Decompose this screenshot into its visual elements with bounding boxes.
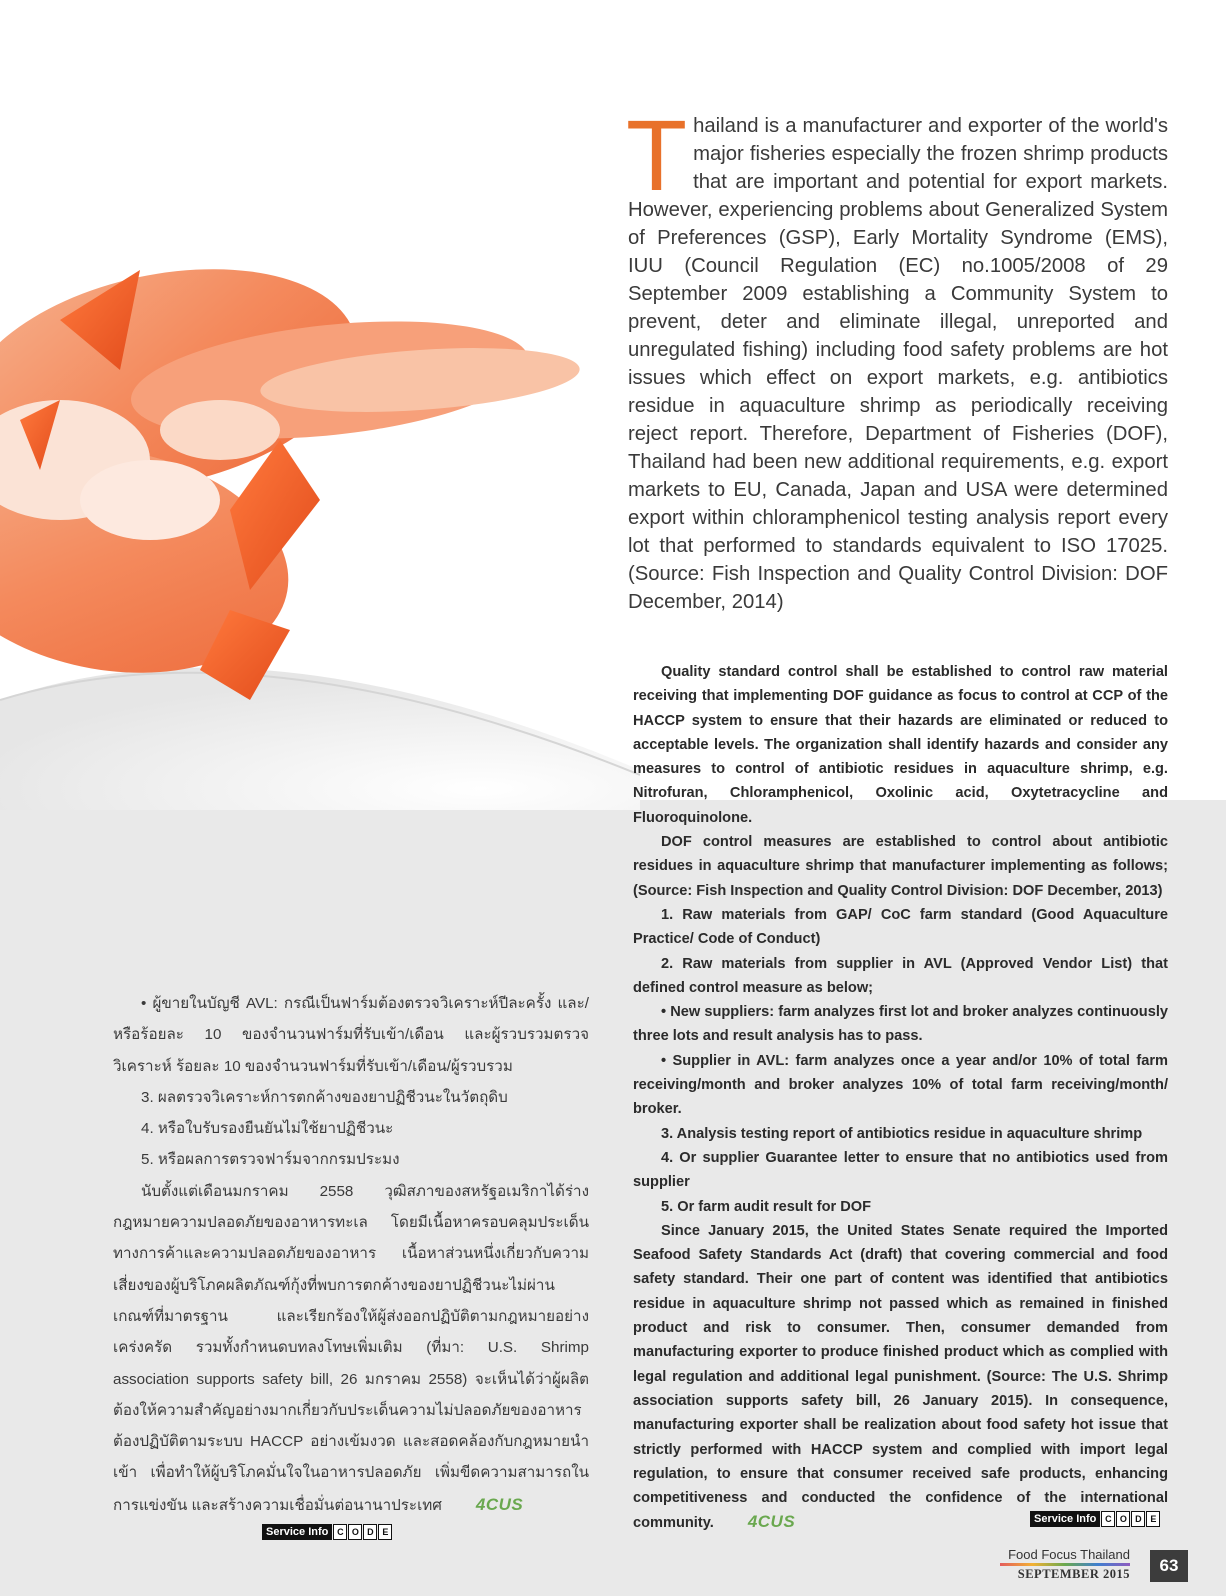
issue-date: SEPTEMBER 2015 [1017,1567,1130,1581]
list-item: 5. Or farm audit result for DOF [661,1198,872,1215]
4cus-logo: 4CUS [747,1512,796,1532]
rainbow-rule [1000,1563,1130,1566]
list-item: 4. Or supplier Guarantee letter to ensure that no antibiotics used from supplier [633,1149,1168,1191]
4cus-logo: 4CUS [475,1494,524,1514]
left-column-thai [113,988,589,1521]
code-box: O [1116,1511,1130,1527]
right-column [633,660,1168,1536]
service-info-right [1030,1511,1160,1527]
service-info-label: Service Info [1030,1511,1100,1527]
code-box: O [348,1524,362,1540]
shrimp-photo [0,230,640,810]
intro-text: hailand is a manufacturer and exporter of the world's major fisheries especially the frozen shrimp products that are important and potential for export markets. However, experiencing problems about Generalized System of Preferences (GSP), Early Mortality Syndrome (EMS), IUU (Council Regulation (EC) no.1005/2008 of 29 September 2009 establishing a Community System to prevent, deter and eliminate illegal, unreported and unregulated fishing) including food safety problems are hot issues which effect on export markets, e.g. antibiotics residue in aquaculture shrimp as periodically receiving reject report. Therefore, Department of Fisheries (DOF), Thailand had been new additional requirements, e.g. export markets to EU, Canada, Japan and USA were determined export within chloramphenicol testing analysis report every lot that performed to standards equivalent to ISO 17025. (Source: Fish Inspection and Quality Control Division: DOF December, 2014) [628,115,1168,613]
body-paragraph: DOF control measures are established to control about antibiotic residues in aquaculture shrimp that manufacturer implementing as follows; (Source: Fish Inspection and Quality Control Division: DOF December, 2013) [633,834,1168,899]
thai-list-item: 3. ผลตรวจวิเคราะห์การตกค้างของยาปฏิชีวนะในวัตถุดิบ [141,1088,508,1106]
thai-list-item: 4. หรือใบรับรองยืนยันไม่ใช้ยาปฏิชีวนะ [141,1120,394,1138]
magazine-name: Food Focus Thailand [1008,1547,1130,1562]
thai-bullet: • ผู้ขายในบัญชี AVL: กรณีเป็นฟาร์มต้องตรวจวิเคราะห์ปีละครั้ง และ/หรือร้อยละ 10 ของจำนวนฟาร์มที่รับเข้า/เดือน และผู้รวบรวมตรวจวิเคราะห์ ร้อยละ 10 ของจำนวนฟาร์มที่รับเข้า/เดือน/ผู้รวบรวม [113,995,589,1075]
thai-closing-text: นับตั้งแต่เดือนมกราคม 2558 วุฒิสภาของสหรัฐอเมริกาได้ร่างกฎหมายความปลอดภัยของอาหารทะเล โดยมีเนื้อหาครอบคลุมประเด็นทางการค้าและความปลอดภัยของอาหาร เนื้อหาส่วนหนึ่งเกี่ยวกับความเสี่ยงของผู้บริโภคผลิตภัณฑ์กุ้งที่พบการตกค้างของยาปฏิชีวนะไม่ผ่านเกณฑ์ที่มาตรฐาน และเรียกร้องให้ผู้ส่งออกปฏิบัติตามกฎหมายอย่างเคร่งครัด รวมทั้งกำหนดบทลงโทษเพิ่มเติม (ที่มา: U.S. Shrimp association supports safety bill, 26 มกราคม 2558) จะเห็นได้ว่าผู้ผลิตต้องให้ความสำคัญอย่างมากเกี่ยวกับประเด็นความไม่ปลอดภัยของอาหาร ต้องปฏิบัติตามระบบ HACCP อย่างเข้มงวด และสอดคล้องกับกฎหมายนำเข้า เพื่อทำให้ผู้บริโภคมั่นใจในอาหารปลอดภัย เพิ่มขีดความสามารถในการแข่งขัน และสร้างความเชื่อมั่นต่อนานาประเทศ [113,1182,589,1514]
body-paragraph [633,1219,1168,1536]
code-box: D [363,1524,377,1540]
code-box: C [1101,1511,1115,1527]
code-box: E [378,1524,392,1540]
thai-list-item: 5. หรือผลการตรวจฟาร์มจากกรมประมง [141,1151,400,1169]
code-box: D [1131,1511,1145,1527]
footer-brand [1000,1547,1130,1582]
service-info-left [262,1524,392,1540]
list-item: 1. Raw materials from GAP/ CoC farm standard (Good Aquaculture Practice/ Code of Conduct) [633,906,1168,948]
code-box: E [1146,1511,1160,1527]
intro-paragraph [626,100,1168,616]
service-info-label: Service Info [262,1524,332,1540]
list-item: 3. Analysis testing report of antibiotics residue in aquaculture shrimp [661,1125,1143,1142]
list-item: 2. Raw materials from supplier in AVL (Approved Vendor List) that defined control measure as below; [633,955,1168,996]
closing-text: Since January 2015, the United States Senate required the Imported Seafood Safety Standards Act (draft) that covering commercial and food safety standard. Their one part of content was identified that antibiotics residue in aquaculture shrimp not passed which as remained in finished product and risk to consumer. Then, consumer demanded from manufacturing exporter to produce finished product which as complied with legal regulation and additional legal punishment. (Source: The U.S. Shrimp association supports safety bill, 26 January 2015). In consequence, manufacturing exporter shall be realization about food safety hot issue that strictly performed with HACCP system and complied with import legal regulation, to ensure that consumer received safe products, enhancing competitiveness and conducted the confidence of the international community. [633,1222,1168,1532]
thai-paragraph [113,1176,589,1521]
drop-cap: T [626,100,688,212]
list-item: • Supplier in AVL: farm analyzes once a year and/or 10% of total farm receiving/month and broker analyzes 10% of total farm receiving/month/ broker. [633,1052,1168,1118]
body-paragraph: Quality standard control shall be established to control raw material receiving that implementing DOF guidance as focus to control at CCP of the HACCP system to ensure that their hazards are eliminated or reduced to acceptable levels. The organization shall identify hazards and consider any measures to control of antibiotic residues in aquaculture shrimp, e.g. Nitrofuran, Chloramphenicol, Oxolinic acid, Oxytetracycline and Fluoroquinolone. [633,664,1168,826]
page-number: 63 [1150,1550,1188,1582]
code-box: C [333,1524,347,1540]
list-item: • New suppliers: farm analyzes first lot and broker analyzes continuously three lots and result analysis has to pass. [633,1004,1168,1045]
